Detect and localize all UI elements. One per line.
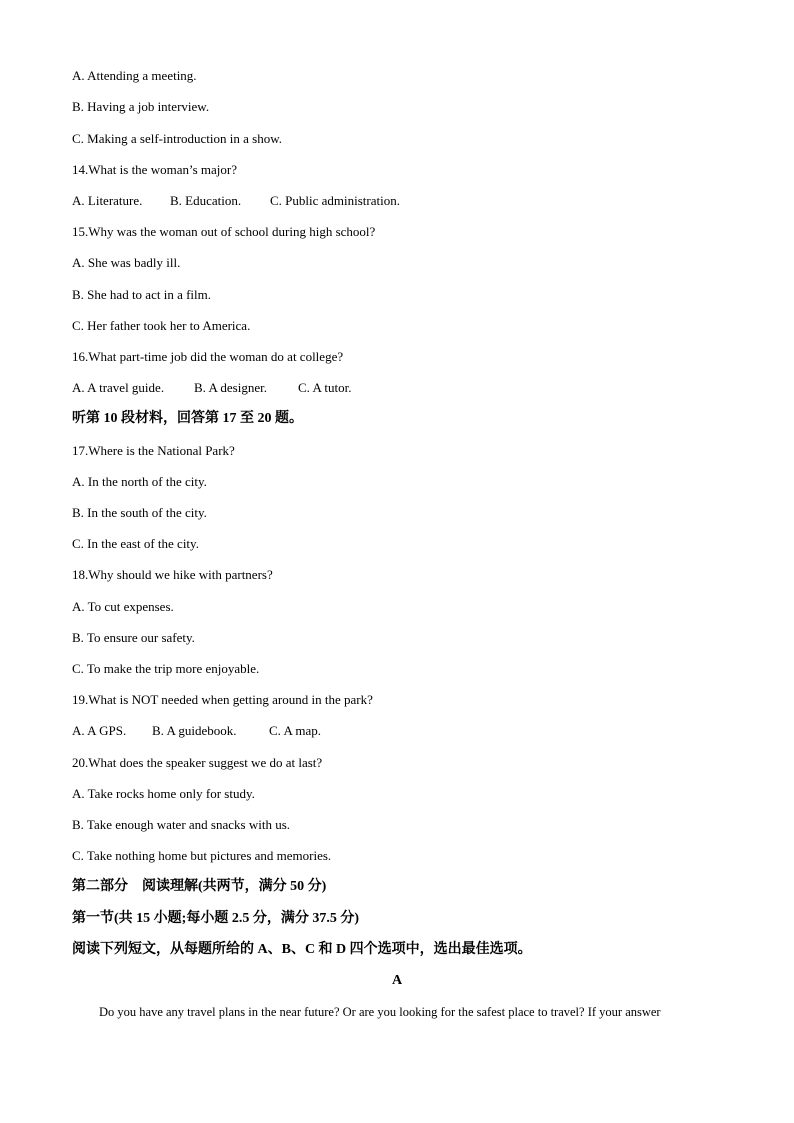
- q17-option-a: A. In the north of the city.: [72, 474, 207, 489]
- q19-options: [72, 723, 321, 739]
- q17-option-c: C. In the east of the city.: [72, 536, 199, 551]
- q19-option-a: A. A GPS.: [72, 723, 127, 738]
- q17-option-b: B. In the south of the city.: [72, 505, 207, 520]
- q14-option-a: A. Literature.: [72, 193, 143, 208]
- q13-option-a: A. Attending a meeting.: [72, 68, 197, 83]
- section1-heading: 第一节(共 15 小题;每小题 2.5 分，满分 37.5 分): [72, 911, 359, 926]
- q15-option-b: B. She had to act in a film.: [72, 287, 212, 302]
- q16-question: 16.What part-time job did the woman do at college?: [72, 349, 344, 364]
- q16-option-c: C. A tutor.: [298, 380, 352, 395]
- q15-option-a: A. She was badly ill.: [72, 255, 181, 270]
- q14-option-c: C. Public administration.: [270, 193, 400, 208]
- q20-option-c: C. Take nothing home but pictures and memories.: [72, 848, 332, 863]
- part2-heading: 第二部分 阅读理解(共两节，满分 50 分): [72, 879, 327, 894]
- instruction: 阅读下列短文，从每题所给的 A、B、C 和 D 四个选项中，选出最佳选项。: [72, 942, 532, 957]
- q18-option-a: A. To cut expenses.: [72, 599, 174, 614]
- q16-option-a: A. A travel guide.: [72, 380, 165, 395]
- q20-option-a: A. Take rocks home only for study.: [72, 786, 255, 801]
- q19-option-b: B. A guidebook.: [152, 723, 237, 738]
- q17-question: 17.Where is the National Park?: [72, 443, 235, 458]
- q13-option-b: B. Having a job interview.: [72, 99, 210, 114]
- q14-question: 14.What is the woman’s major?: [72, 162, 237, 177]
- section-heading-10: 听第 10 段材料，回答第 17 至 20 题。: [72, 411, 303, 426]
- passage-text: Do you have any travel plans in the near future? Or are you looking for the safest place to travel? If your answer: [99, 1005, 661, 1019]
- q13-option-c: C. Making a self-introduction in a show.: [72, 131, 283, 146]
- q18-option-b: B. To ensure our safety.: [72, 630, 195, 645]
- q19-option-c: C. A map.: [269, 723, 322, 738]
- q20-option-b: B. Take enough water and snacks with us.: [72, 817, 290, 832]
- q14-option-b: B. Education.: [170, 193, 242, 208]
- q14-options: [72, 193, 400, 209]
- passage-label: A: [391, 973, 403, 988]
- q19-question: 19.What is NOT needed when getting around in the park?: [72, 692, 373, 707]
- q15-question: 15.Why was the woman out of school during high school?: [72, 224, 376, 239]
- q20-question: 20.What does the speaker suggest we do at last?: [72, 755, 323, 770]
- q15-option-c: C. Her father took her to America.: [72, 318, 251, 333]
- q16-option-b: B. A designer.: [194, 380, 267, 395]
- q18-question: 18.Why should we hike with partners?: [72, 567, 273, 582]
- q18-option-c: C. To make the trip more enjoyable.: [72, 661, 260, 676]
- q16-options: [72, 380, 351, 396]
